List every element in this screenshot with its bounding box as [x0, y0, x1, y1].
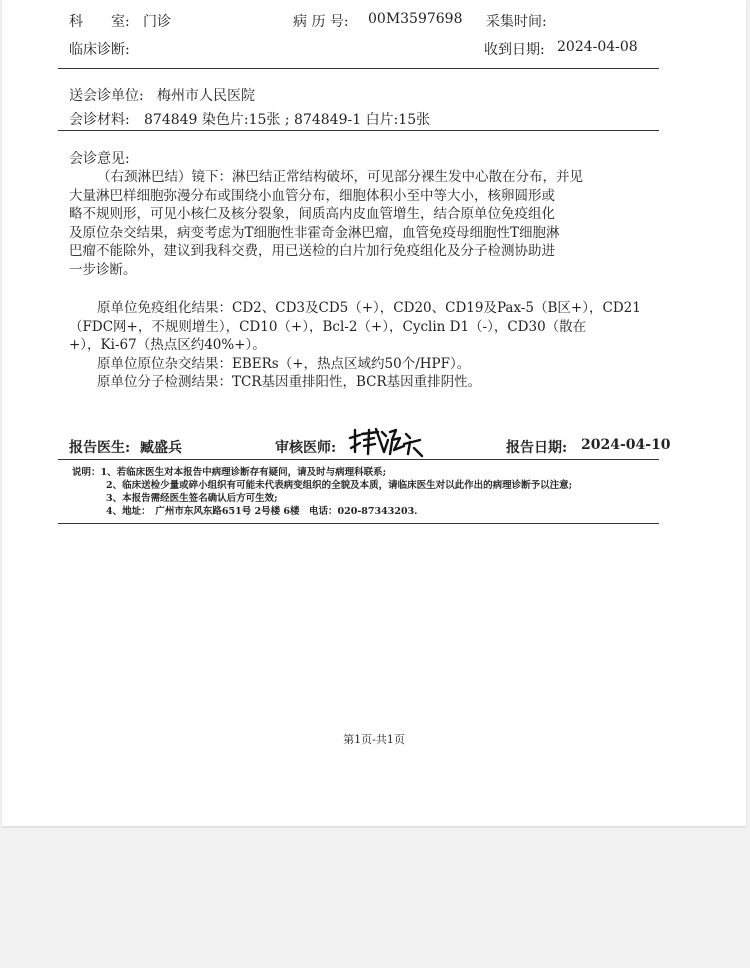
opinion-line: 巴瘤不能除外，建议到我科交费，用已送检的白片加行免疫组化及分子检测协助进 — [69, 243, 555, 259]
notes-block — [72, 466, 672, 518]
opinion-title: 会诊意见: — [69, 151, 130, 167]
material-label: 会诊材料: — [69, 112, 130, 128]
dept-value: 门诊 — [143, 14, 171, 30]
ihc-line: 原单位免疫组化结果：CD2、CD3及CD5（+），CD20、CD19及Pax-5（B区+），CD21 — [97, 300, 641, 316]
collect-time-label: 采集时间: — [486, 14, 547, 30]
note-line: 4、地址： 广州市东风东路651号 2号楼 6楼 电话：020-87343203. — [106, 506, 418, 517]
dept-label: 科 室: — [69, 14, 130, 30]
received-date-label: 收到日期: — [484, 42, 545, 58]
material-value: 874849 染色片:15张 ; 874849-1 白片:15张 — [144, 112, 431, 128]
opinion-line: （右颈淋巴结）镜下：淋巴结正常结构破坏，可见部分裸生发中心散在分布，并见 — [97, 169, 583, 185]
reviewer-label: 审核医师: — [275, 440, 337, 456]
reviewer-signature-image — [348, 426, 424, 460]
ish-result: 原单位原位杂交结果：EBERs（+，热点区域约50个/HPF）。 — [97, 355, 471, 372]
report-page — [2, 0, 746, 826]
report-doctor-name: 臧盛兵 — [140, 440, 182, 456]
divider — [58, 130, 659, 131]
note-line: 说明：1、若临床医生对本报告中病理诊断存有疑问，请及时与病理科联系; — [72, 467, 387, 478]
opinion-line: 及原位杂交结果，病变考虑为T细胞性非霍奇金淋巴瘤，血管免疫母细胞性T细胞淋 — [69, 224, 560, 241]
record-value: 00M3597698 — [368, 11, 463, 27]
divider — [58, 68, 659, 69]
molecular-result: 原单位分子检测结果：TCR基因重排阳性，BCR基因重排阴性。 — [97, 374, 482, 390]
page-number: 第1页-共1页 — [343, 733, 405, 746]
notes-label: 说明： — [72, 467, 101, 478]
clinical-diagnosis-label: 临床诊断: — [69, 42, 130, 58]
opinion-paragraph — [69, 168, 646, 279]
note-line: 2、临床送检少量或碎小组织有可能未代表病变组织的全貌及本质，请临床医生对以此作出的病理诊断予以注意; — [106, 480, 573, 491]
submitting-unit-label: 送会诊单位: — [69, 88, 144, 104]
opinion-line: 略不规则形，可见小核仁及核分裂象，间质高内皮血管增生，结合原单位免疫组化 — [69, 206, 555, 222]
divider — [58, 459, 659, 460]
note-line: 3、本报告需经医生签名确认后方可生效; — [106, 493, 278, 504]
ihc-results — [69, 299, 646, 392]
ihc-line: （FDC网+，不规则增生），CD10（+），Bcl-2（+），Cyclin D1（-），CD30（散在 — [69, 318, 587, 335]
report-date-label: 报告日期: — [506, 440, 568, 456]
ihc-line: +），Ki-67（热点区约40%+）。 — [69, 337, 266, 353]
received-date-value: 2024-04-08 — [557, 39, 638, 55]
opinion-line: 大量淋巴样细胞弥漫分布或围绕小血管分布，细胞体积小至中等大小，核卵圆形或 — [69, 187, 555, 204]
report-doctor-label: 报告医生: — [69, 440, 131, 456]
report-date-value: 2024-04-10 — [581, 437, 671, 453]
divider — [58, 523, 659, 524]
record-label: 病 历 号: — [293, 14, 349, 30]
opinion-line: 一步诊断。 — [69, 261, 137, 278]
submitting-unit-value: 梅州市人民医院 — [157, 88, 255, 104]
